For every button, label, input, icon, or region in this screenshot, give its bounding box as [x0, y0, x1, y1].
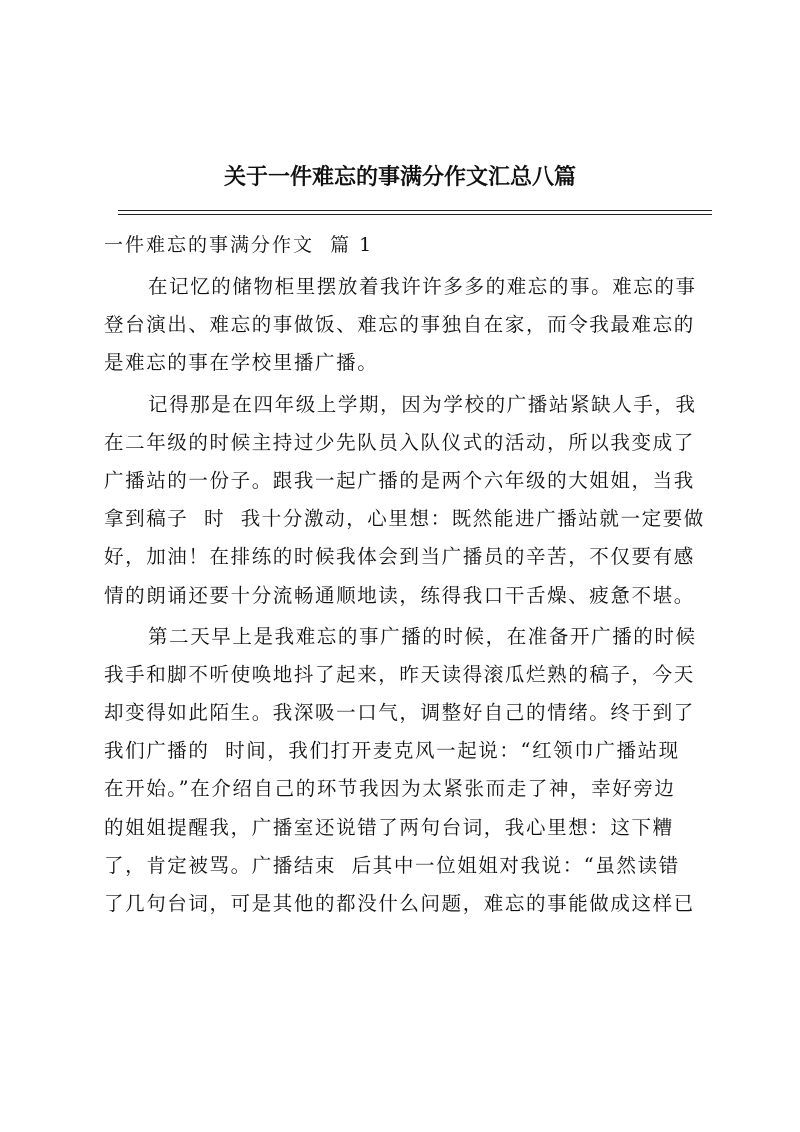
text-line: 了，肯定被骂。广播结束 后其中一位姐姐对我说：“虽然读错 [104, 853, 680, 877]
text-line: 在开始。”在介绍自己的环节我因为太紧张而走了神，幸好旁边 [104, 777, 676, 801]
text-line: 登台演出、难忘的事做饭、难忘的事独自在家，而令我最难忘的 [104, 313, 695, 337]
text-line: 在记忆的储物柜里摆放着我许许多多的难忘的事。难忘的事 [148, 275, 697, 298]
text-line: 第二天早上是我难忘的事广播的时候，在准备开广播的时候 [148, 624, 697, 648]
page-title: 关于一件难忘的事满分作文汇总八篇 [223, 164, 576, 190]
paragraph-3 [104, 618, 714, 924]
title-divider-bottom [118, 214, 712, 215]
text-line: 我们广播的 时间，我们打开麦克风一起说：“红领巾广播站现 [104, 739, 680, 763]
text-line: 广播站的一份子。跟我一起广播的是两个六年级的大姐姐，当我 [104, 468, 695, 492]
text-line: 的姐姐提醒我，广播室还说错了两句台词，我心里想：这下糟 [104, 815, 674, 839]
text-line: 我手和脚不听使唤地抖了起来，昨天读得滚瓜烂熟的稿子，今天 [104, 662, 695, 686]
essay-body [104, 268, 714, 923]
paragraph-2 [104, 386, 714, 615]
text-line: 好，加油！在排练的时候我体会到当广播员的辛苦，不仅要有感 [104, 545, 695, 569]
text-line: 却变得如此陌生。我深吸一口气，调整好自己的情绪。终于到了 [104, 701, 695, 725]
paragraph-1 [104, 268, 714, 383]
text-line: 记得那是在四年级上学期，因为学校的广播站紧缺人手，我 [148, 392, 697, 416]
text-line: 了几句台词，可是其他的都没什么问题，难忘的事能做成这样已 [104, 892, 695, 915]
section-heading: 一件难忘的事满分作文 篇 1 [104, 234, 374, 256]
text-line: 拿到稿子 时 我十分激动，心里想：既然能进广播站就一定要做 [104, 507, 705, 531]
text-line: 是难忘的事在学校里播广播。 [104, 351, 379, 375]
text-line: 情的朗诵还要十分流畅通顺地读，练得我口干舌燥、疲惫不堪。 [104, 583, 695, 607]
title-divider-top [118, 210, 712, 211]
text-line: 在二年级的时候主持过少先队员入队仪式的活动，所以我变成了 [104, 430, 695, 454]
